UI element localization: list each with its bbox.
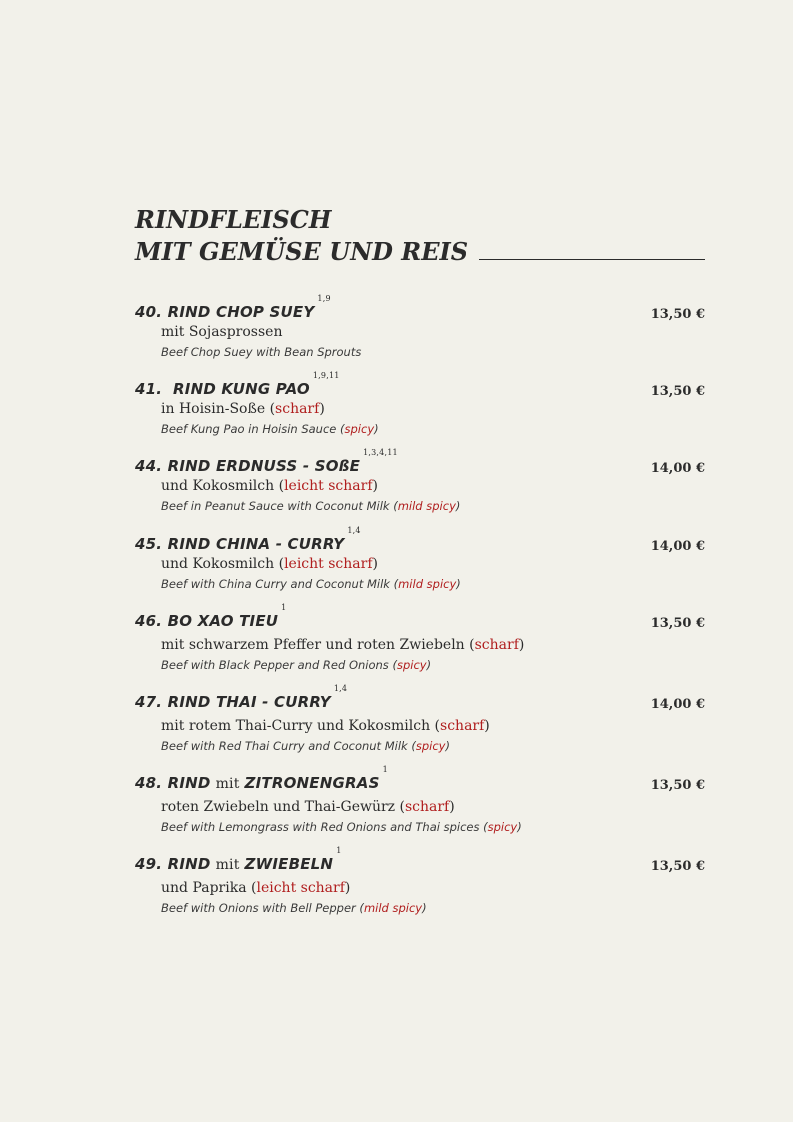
allergen-codes: 1 bbox=[382, 765, 388, 774]
item-price: 14,00 € bbox=[650, 539, 705, 554]
heading-line-1: RINDFLEISCH bbox=[135, 205, 332, 234]
menu-item-46 bbox=[135, 603, 705, 687]
menu-item-44 bbox=[135, 448, 705, 528]
item-number: 45. bbox=[135, 535, 163, 553]
menu-item-48 bbox=[135, 765, 705, 849]
item-number: 47. bbox=[135, 693, 163, 711]
item-name: RIND bbox=[167, 855, 211, 873]
allergen-codes: 1 bbox=[281, 603, 287, 612]
spicy-label: spicy bbox=[415, 739, 446, 753]
item-description-de: und Kokosmilch (leicht scharf) bbox=[161, 556, 378, 572]
item-description-de: roten Zwiebeln und Thai-Gewürz (scharf) bbox=[161, 799, 455, 815]
heading-line-2: MIT GEMÜSE UND REIS bbox=[135, 237, 469, 266]
section-heading bbox=[135, 204, 705, 268]
item-number: 40. bbox=[135, 303, 163, 321]
spicy-label: leicht scharf bbox=[256, 880, 345, 896]
item-title bbox=[135, 294, 705, 321]
item-title bbox=[135, 765, 705, 792]
item-number: 46. bbox=[135, 612, 163, 630]
spicy-label: spicy bbox=[344, 422, 375, 436]
menu-item-41 bbox=[135, 371, 705, 451]
allergen-codes: 1,4 bbox=[333, 684, 348, 693]
item-name: RIND KUNG PAO bbox=[173, 380, 310, 398]
item-name: ZITRONENGRAS bbox=[244, 774, 380, 792]
item-description-en: Beef Kung Pao in Hoisin Sauce (spicy) bbox=[161, 422, 379, 436]
item-description-en: Beef with Red Thai Curry and Coconut Milk (spicy) bbox=[161, 739, 450, 753]
item-number: 48. bbox=[135, 774, 163, 792]
allergen-codes: 1,9 bbox=[317, 294, 331, 303]
item-title bbox=[135, 846, 705, 873]
item-title bbox=[135, 371, 705, 398]
spicy-label: leicht scharf bbox=[284, 478, 373, 494]
allergen-codes: 1,3,4,11 bbox=[363, 448, 398, 457]
menu-list bbox=[135, 294, 705, 930]
menu-item-49 bbox=[135, 846, 705, 930]
spicy-label: leicht scharf bbox=[284, 556, 373, 572]
item-description-en: Beef in Peanut Sauce with Coconut Milk (mild spicy) bbox=[161, 499, 461, 513]
item-title bbox=[135, 684, 705, 711]
item-description-de: und Kokosmilch (leicht scharf) bbox=[161, 478, 378, 494]
item-description-de: und Paprika (leicht scharf) bbox=[161, 880, 351, 896]
item-name: RIND ERDNUSS - SOßE bbox=[167, 457, 361, 475]
item-title bbox=[135, 448, 705, 475]
item-description-en: Beef Chop Suey with Bean Sprouts bbox=[161, 345, 362, 359]
item-description-de: mit rotem Thai-Curry und Kokosmilch (scharf) bbox=[161, 718, 490, 734]
item-price: 14,00 € bbox=[650, 461, 705, 476]
item-description-en: Beef with Lemongrass with Red Onions and Thai spices (spicy) bbox=[161, 820, 522, 834]
item-title bbox=[135, 603, 705, 630]
spicy-label: spicy bbox=[487, 820, 518, 834]
item-price: 14,00 € bbox=[650, 697, 705, 712]
item-name: RIND THAI - CURRY bbox=[167, 693, 331, 711]
item-description-de: mit Sojasprossen bbox=[161, 324, 283, 340]
item-price: 13,50 € bbox=[650, 616, 705, 631]
spicy-label: scharf bbox=[440, 718, 485, 734]
item-name: BO XAO TIEU bbox=[167, 612, 279, 630]
item-title bbox=[135, 526, 705, 553]
item-number: 41. bbox=[135, 380, 163, 398]
item-name: RIND bbox=[167, 774, 211, 792]
item-name: RIND CHOP SUEY bbox=[167, 303, 315, 321]
item-name: RIND CHINA - CURRY bbox=[167, 535, 345, 553]
spicy-label: mild spicy bbox=[398, 577, 457, 591]
item-description-en: Beef with Onions with Bell Pepper (mild spicy) bbox=[161, 901, 427, 915]
menu-item-47 bbox=[135, 684, 705, 768]
allergen-codes: 1 bbox=[336, 846, 342, 855]
item-price: 13,50 € bbox=[650, 859, 705, 874]
item-description-en: Beef with China Curry and Coconut Milk (mild spicy) bbox=[161, 577, 461, 591]
item-price: 13,50 € bbox=[650, 307, 705, 322]
spicy-label: mild spicy bbox=[397, 499, 456, 513]
item-description-de: in Hoisin-Soße (scharf) bbox=[161, 401, 325, 417]
spicy-label: scharf bbox=[275, 401, 320, 417]
heading-line-2-row bbox=[135, 236, 705, 268]
spicy-label: scharf bbox=[404, 799, 450, 815]
item-name-connector: mit bbox=[215, 857, 240, 873]
item-name-connector: mit bbox=[215, 776, 240, 792]
heading-rule bbox=[479, 259, 705, 260]
spicy-label: spicy bbox=[396, 658, 427, 672]
item-description-en: Beef with Black Pepper and Red Onions (spicy) bbox=[161, 658, 432, 672]
allergen-codes: 1,9,11 bbox=[312, 371, 340, 380]
spicy-label: scharf bbox=[474, 637, 519, 653]
menu-item-40 bbox=[135, 294, 705, 362]
spicy-label: mild spicy bbox=[363, 901, 423, 915]
menu-item-45 bbox=[135, 526, 705, 606]
item-price: 13,50 € bbox=[650, 778, 705, 793]
item-description-de: mit schwarzem Pfeffer und roten Zwiebeln (scharf) bbox=[161, 637, 525, 653]
item-number: 44. bbox=[135, 457, 163, 475]
item-name: ZWIEBELN bbox=[244, 855, 334, 873]
allergen-codes: 1,4 bbox=[347, 526, 361, 535]
item-price: 13,50 € bbox=[650, 384, 705, 399]
item-number: 49. bbox=[135, 855, 163, 873]
